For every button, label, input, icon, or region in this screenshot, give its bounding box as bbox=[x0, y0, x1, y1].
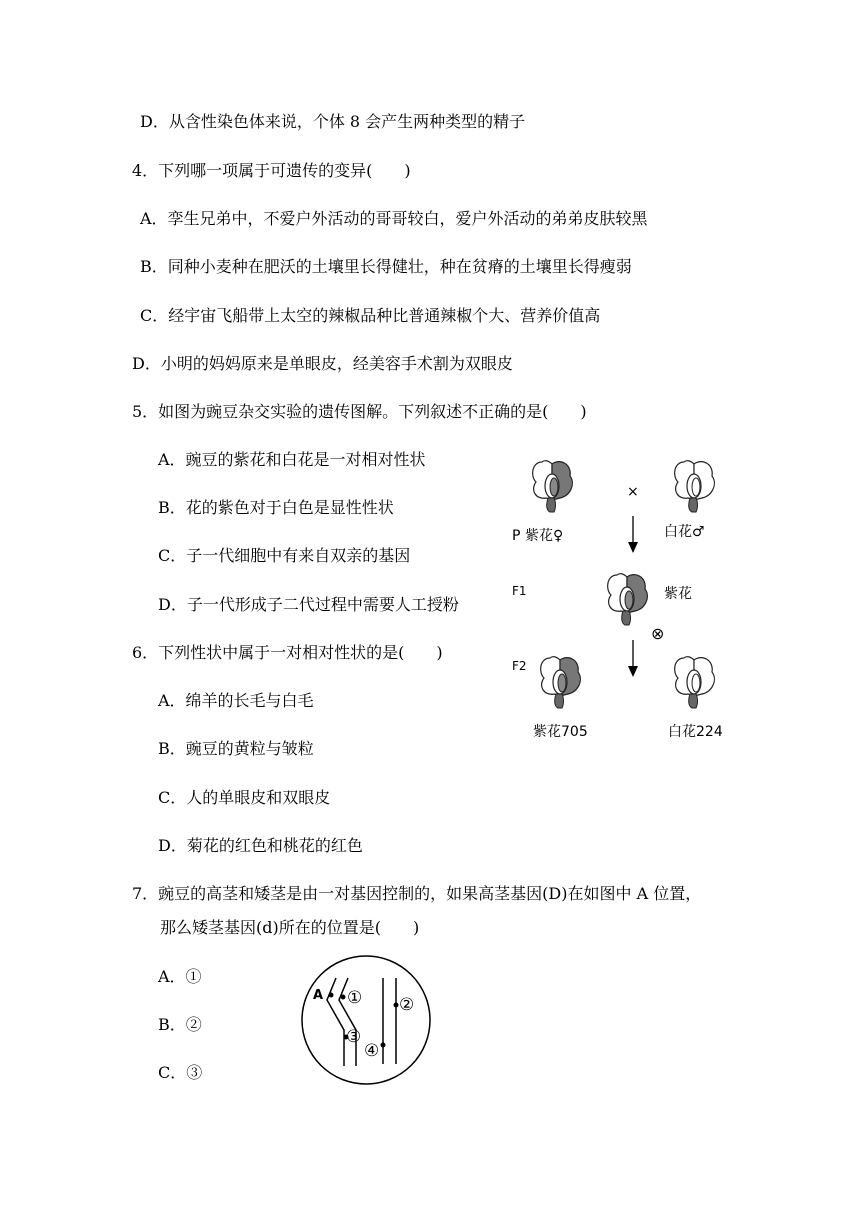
q5-option-d: D．子一代形成子二代过程中需要人工授粉 bbox=[158, 595, 459, 614]
f1-flower-label: 紫花 bbox=[664, 586, 692, 602]
f2-white-count-label: 白花224 bbox=[668, 724, 723, 740]
p-generation-label: P bbox=[512, 528, 521, 544]
q4-option-c: C．经宇宙飞船带上太空的辣椒品种比普通辣椒个大、营养价值高 bbox=[140, 306, 601, 325]
selfing-symbol: ⊗ bbox=[651, 624, 665, 643]
locus-2-dot bbox=[394, 1003, 399, 1008]
q4-option-a: A．孪生兄弟中，不爱户外活动的哥哥较白，爱户外活动的弟弟皮肤较黑 bbox=[140, 209, 648, 228]
q4-option-b: B．同种小麦种在肥沃的土壤里长得健壮，种在贫瘠的土壤里长得瘦弱 bbox=[140, 257, 632, 276]
f2-purple-count-label: 紫花705 bbox=[533, 724, 588, 740]
f2-generation-label: F2 bbox=[512, 659, 527, 673]
q6-option-d: D．菊花的红色和桃花的红色 bbox=[158, 836, 363, 855]
cell-circle bbox=[302, 956, 430, 1084]
q5-option-c: C．子一代细胞中有来自双亲的基因 bbox=[158, 546, 411, 565]
locus-2-label: ② bbox=[399, 995, 415, 1015]
locus-1-label: ① bbox=[347, 988, 363, 1008]
q6-option-b: B．豌豆的黄粒与皱粒 bbox=[158, 739, 314, 758]
q7-option-a: A．① bbox=[158, 967, 202, 986]
locus-4-dot bbox=[381, 1043, 386, 1048]
q4-stem: 4．下列哪一项属于可遗传的变异( ) bbox=[132, 161, 411, 180]
q7-stem-line1: 7．豌豆的高茎和矮茎是由一对基因控制的，如果高茎基因(D)在如图中 A 位置， bbox=[132, 884, 702, 903]
q5-option-a: A．豌豆的紫花和白花是一对相对性状 bbox=[158, 450, 426, 469]
q6-option-c: C．人的单眼皮和双眼皮 bbox=[158, 788, 331, 807]
p-female-label: 紫花♀ bbox=[525, 528, 564, 544]
q6-stem: 6．下列性状中属于一对相对性状的是( ) bbox=[132, 643, 443, 662]
locus-a-label: A bbox=[313, 988, 324, 1003]
p-male-label: 白花♂ bbox=[664, 524, 705, 540]
q7-option-c: C．③ bbox=[158, 1063, 203, 1082]
chromosome-bent-left bbox=[327, 978, 344, 1066]
q3-option-d: D．从含性染色体来说，个体 8 会产生两种类型的精子 bbox=[140, 112, 526, 131]
q4-option-d: D．小明的妈妈原来是单眼皮，经美容手术割为双眼皮 bbox=[132, 354, 513, 373]
cross-symbol: × bbox=[627, 484, 639, 500]
locus-3-label: ③ bbox=[346, 1027, 362, 1047]
f1-generation-label: F1 bbox=[512, 584, 527, 598]
q7-stem-line2: 那么矮茎基因(d)所在的位置是( ) bbox=[160, 918, 420, 937]
locus-4-label: ④ bbox=[364, 1041, 380, 1061]
q6-option-a: A．绵羊的长毛与白毛 bbox=[158, 691, 314, 710]
q5-stem: 5．如图为豌豆杂交实验的遗传图解。下列叙述不正确的是( ) bbox=[132, 402, 587, 421]
locus-1-dot bbox=[341, 995, 346, 1000]
q7-option-b: B．② bbox=[158, 1015, 202, 1034]
q5-option-b: B．花的紫色对于白色是显性性状 bbox=[158, 498, 394, 517]
locus-a-dot bbox=[329, 993, 334, 998]
